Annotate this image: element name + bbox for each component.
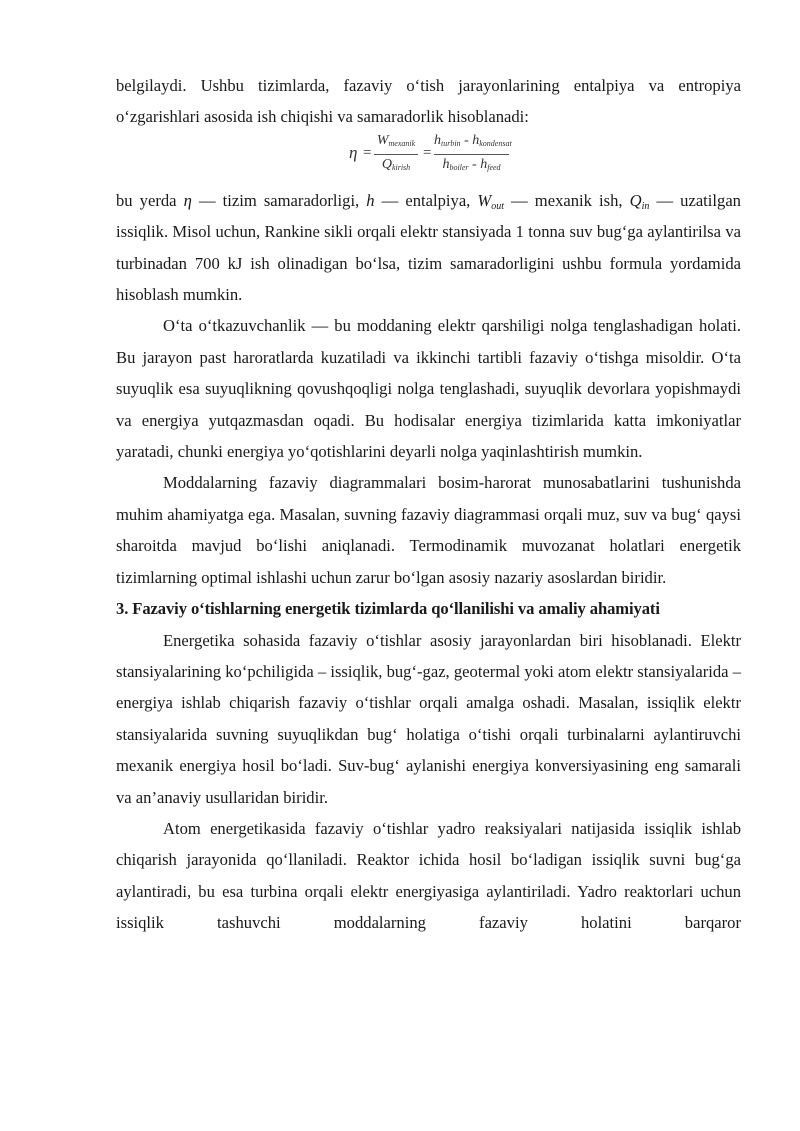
efficiency-formula bbox=[116, 133, 741, 185]
fraction-numerator: $W_{mexanik}$ bbox=[376, 132, 416, 148]
formula-eta: η bbox=[349, 142, 358, 162]
superconductivity-paragraph: O‘ta o‘tkazuvchanlik — bu moddaning elektr qarshiligi nolga tenglashadigan holati. Bu jarayon past haroratlarda kuzatiladi va ikkinchi tartibli fazaviy o‘tishga misoldir. O‘ta suyuqlik esa suyuqlikning qovushqoqligi nolga tenglashadi, suyuqlik devorlara yopishmaydi va energiya yutqazmasdan oqadi. Bu hodisalar energiya tizimlarida katta imkoniyatlar yaratadi, chunki energiya yo‘qotishlarini deyarli nolga yaqinlashtirish mumkin. bbox=[116, 316, 741, 462]
fraction-denominator: $Q_{kirish}$ bbox=[381, 156, 411, 172]
formula-equals-2: = bbox=[423, 144, 432, 161]
formula-fraction-enthalpy bbox=[434, 132, 512, 177]
nuclear-energy-paragraph: Atom energetikasida fazaviy o‘tishlar yadro reaksiyalari natijasida issiqlik ishlab chiqarish jarayonida qo‘llaniladi. Reaktor ichida hosil bo‘ladigan issiqlik suvni bug‘ga aylantiradi, bu esa turbina orqali elektr energiyasiga aylantiriladi. Yadro reaktorlari uchun issiqlik tashuvchi moddalarning fazaviy holatini barqaror bbox=[116, 818, 741, 933]
phase-diagram-paragraph: Moddalarning fazaviy diagrammalari bosim-harorat munosabatlarini tushunishda muhim ahamiyatga ega. Masalan, suvning fazaviy diagrammasi orqali muz, suv va bug‘ qaysi sharoitda mavjud bo‘lishi aniqlanadi. Termodinamik muvozanat holatlari energetik tizimlarning optimal ishlashi uchun zarur bo‘lgan asosiy nazariy asoslardan biridir. bbox=[116, 473, 741, 587]
formula-equals-1: = bbox=[363, 144, 372, 161]
energy-sector-paragraph: Energetika sohasida fazaviy o‘tishlar asosiy jarayonlardan biri hisoblanadi. Elektr stansiyalarining ko‘pchiligida – issiqlik, bug‘-gaz, geotermal yoki atom elektr stansiyalarida – energiya ishlab chiqarish fazaviy o‘tishlar orqali amalga oshadi. Masalan, issiqlik elektr stansiyalarida suvning suyuqlikdan bug‘ holatiga o‘tishi orqali turbinalarni aylantiruvchi mexanik energiya hosil bo‘ladi. Suv-bug‘ aylanishi energiya konversiyasining eng samarali va an’anaviy usullaridan biridir. bbox=[116, 630, 741, 807]
section-heading: 3. Fazaviy o‘tishlarning energetik tizimlarda qo‘llanilishi va amaliy ahamiyati bbox=[116, 599, 660, 619]
fraction-numerator: $h_{turbin} - h_{kondensat}$ bbox=[434, 132, 512, 148]
definitions-paragraph: bu yerda η — tizim samaradorligi, h — entalpiya, $W_{out}$ — mexanik ish, $Q_{in}$ — uzatilgan issiqlik. Misol uchun, Rankine sikli orqali elektr stansiyada 1 tonna suv bug‘ga aylantirilsa va turbinadan 700 kJ ish olinadigan bo‘lsa, tizim samaradorligini ushbu formula yordamida hisoblash mumkin. bbox=[116, 190, 741, 305]
intro-paragraph: belgilaydi. Ushbu tizimlarda, fazaviy o‘tish jarayonlarining entalpiya va entropiya o‘zgarishlari asosida ish chiqishi va samaradorlik hisoblanadi: bbox=[116, 76, 741, 127]
formula-fraction-work-heat bbox=[374, 132, 418, 177]
fraction-denominator: $h_{boiler} - h_{feed}$ bbox=[442, 156, 501, 172]
document-page bbox=[116, 70, 741, 939]
